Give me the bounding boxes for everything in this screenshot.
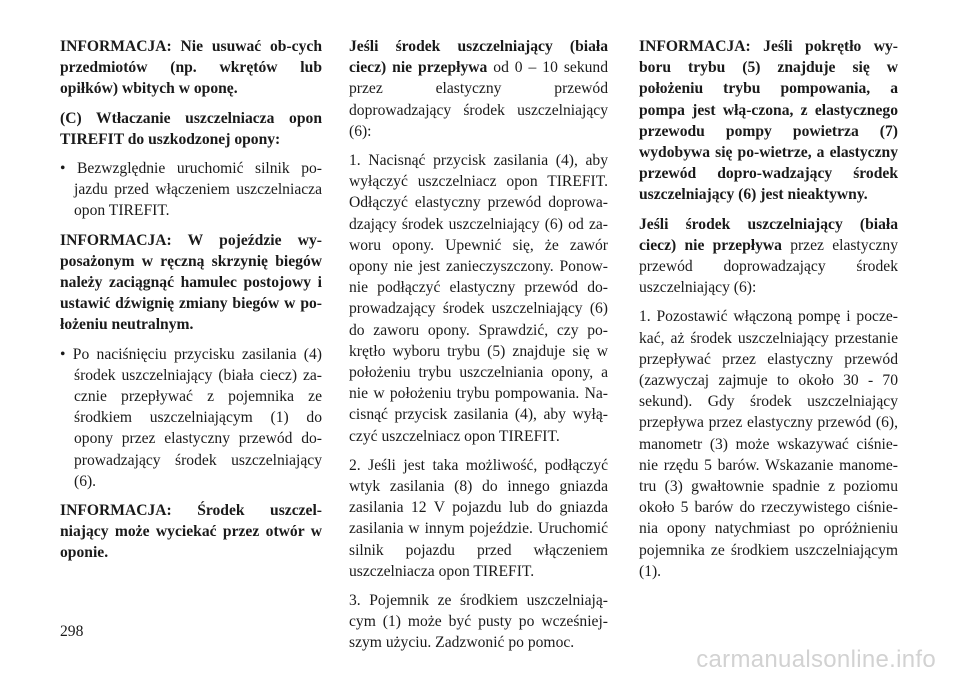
- paragraph-rest: przez elastyczny przewód doprowadzający środek uszczelniający (6):: [639, 236, 898, 297]
- column-right: [639, 36, 898, 590]
- watermark: carmanualsonline.info: [696, 646, 936, 673]
- info-note-mode-dial: INFORMACJA: Jeśli pokrętło wy-boru trybu (5) znajduje się w położeniu trybu pompowania, a pompa jest włą-czona, z elastycznego przewodu pompy powietrza (7) wydobywa się po-wietrze, a elastyczny przewód dopro-wadzający środek uszczelniający (6) jest nieaktywny.: [639, 38, 898, 204]
- step-1-pump: 1. Pozostawić włączoną pompę i pocze-kać, aż środek uszczelniający przestanie przepływać przez elastyczny przewód (zazwyczaj zajmuje to około 30 - 70 sekund). Gdy środek uszczelniający przepływa przez elastyczny przewód (6), manometr (3) może wskazywać ciśnie-nie rzędu 5 barów. Wskazanie manome-tru (3) gwałtownie spadnie z poziomu około 5 barów do rzeczywistego ciśnie-nia opony natychmiast po opróżnieniu pojemnika ze środkiem uszczelniającym (1).: [639, 308, 898, 580]
- info-note-manual-transmission: INFORMACJA: W pojeździe wy-posażonym w ręczną skrzynię biegów należy zaciągnąć hamulec postojowy i ustawić dźwignię zmiany biegów w po-łożeniu neutralnym.: [60, 231, 322, 334]
- info-note-foreign-objects: INFORMACJA: Nie usuwać ob-cych przedmiotów (np. wkrętów lub opiłków) wbitych w oponę.: [60, 38, 322, 98]
- section-heading-c: (C) Wtłaczanie uszczelniacza opon TIREFIT do uszkodzonej opony:: [60, 109, 322, 148]
- paragraph-sealant-not-flowing-2: [639, 214, 898, 299]
- step-2: 2. Jeśli jest taka możliwość, podłączyć wtyk zasilania (8) do innego gniazda zasilania 12 V pojazdu lub do gniazda zasilania w innym pojeździe. Uruchomić silnik pojazdu przed włączeniem uszczelniacza opon TIREFIT.: [349, 456, 608, 580]
- info-note-sealant-leak: INFORMACJA: Środek uszczel-niający może wyciekać przez otwór w oponie.: [60, 502, 322, 562]
- paragraph-rest: od 0 – 10 sekund przez elastyczny przewód doprowadzający środek uszczelniający (6):: [349, 59, 609, 140]
- bullet-power-button: • Po naciśnięciu przycisku zasilania (4) środek uszczelniający (biała ciecz) za-cznie przepływać z pojemnika ze środkiem uszczelniającym (1) do opony przez elastyczny przewód do-prowadzający środek uszczelniający (6).: [60, 345, 322, 490]
- column-middle: [349, 36, 608, 662]
- paragraph-sealant-not-flowing: [349, 36, 608, 142]
- paragraph-lead-bold: Jeśli środek uszczelniający (biała ciecz) nie przepływa: [639, 215, 898, 254]
- paragraph-lead-bold: Jeśli środek uszczelniający (biała ciecz) nie przepływa: [349, 38, 608, 77]
- step-3: 3. Pojemnik ze środkiem uszczelniają-cym (1) może być pusty po wcześniej-szym użyciu. Zadzwonić po pomoc.: [349, 592, 608, 652]
- step-1: 1. Nacisnąć przycisk zasilania (4), aby wyłączyć uszczelniacz opon TIREFIT. Odłączyć elastyczny przewód doprowa-dzający środek uszczelniający (6) od za-woru opony. Upewnić się, że zawór opony nie jest zanieczyszczony. Ponow-nie podłączyć elastyczny przewód do-prowadzający środek uszczelniający (6) do zaworu opony. Sprawdzić, czy po-krętło wyboru trybu (5) znajduje się w położeniu trybu uszczelniania opony, a nie w położeniu trybu pompowania. Na-cisnąć przycisk zasilania (4), aby wyłą-czyć uszczelniacz opon TIREFIT.: [349, 152, 608, 445]
- column-left: [60, 36, 322, 572]
- bullet-start-engine: • Bezwzględnie uruchomić silnik po-jazdu przed włączeniem uszczelniacza opon TIREFIT.: [60, 160, 322, 220]
- page-number: 298: [60, 623, 84, 640]
